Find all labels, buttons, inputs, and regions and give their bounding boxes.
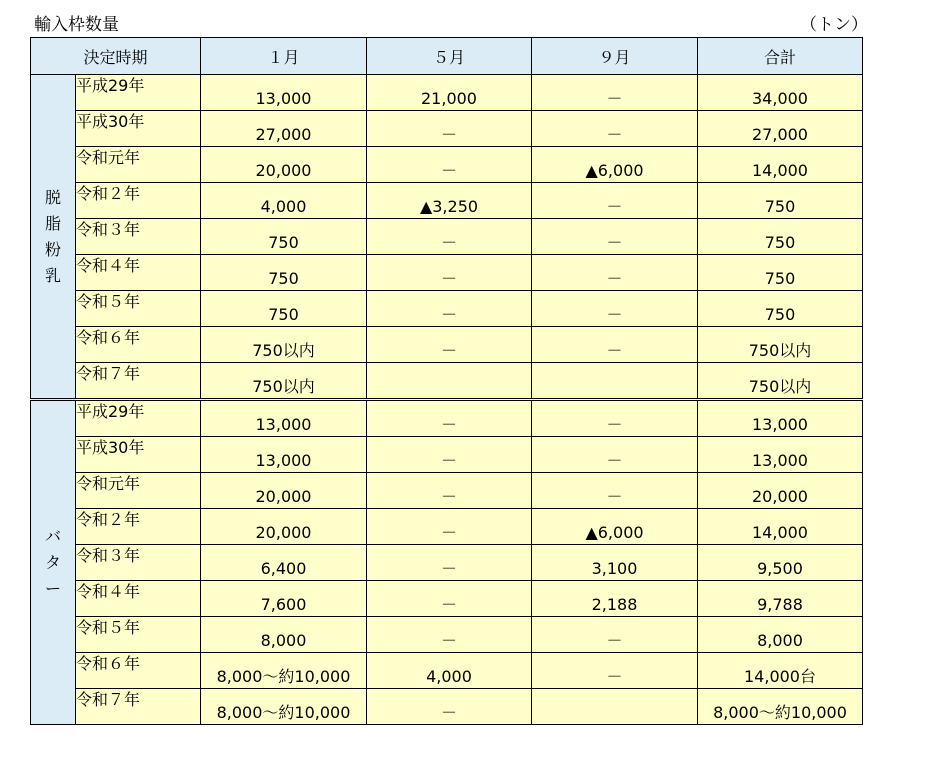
may-cell: － [367, 291, 532, 327]
may-cell: － [367, 111, 532, 147]
may-cell: － [367, 617, 532, 653]
may-cell: － [367, 689, 532, 725]
year-cell: 平成29年 [76, 400, 201, 437]
product-group-char: 脂 [44, 213, 61, 233]
product-group-char: 乳 [44, 265, 61, 285]
may-cell: 21,000 [367, 75, 532, 111]
table-row [31, 147, 863, 183]
total-cell: 8,000 [698, 617, 863, 653]
january-cell: 6,400 [201, 545, 367, 581]
january-cell: 13,000 [201, 400, 367, 437]
total-cell: 13,000 [698, 400, 863, 437]
total-cell: 750 [698, 291, 863, 327]
january-cell: 20,000 [201, 473, 367, 509]
total-cell: 34,000 [698, 75, 863, 111]
september-cell [532, 363, 698, 400]
header-total: 合計 [698, 38, 863, 75]
product-group-char: 粉 [44, 239, 61, 259]
may-cell: － [367, 581, 532, 617]
september-cell: － [532, 473, 698, 509]
september-cell: ▲6,000 [532, 147, 698, 183]
product-group-char: 脱 [44, 187, 61, 207]
september-cell: － [532, 437, 698, 473]
january-cell: 13,000 [201, 437, 367, 473]
september-cell: ▲6,000 [532, 509, 698, 545]
january-cell: 750 [201, 219, 367, 255]
september-cell: － [532, 400, 698, 437]
table-row [31, 291, 863, 327]
may-cell: － [367, 255, 532, 291]
year-cell: 令和元年 [76, 473, 201, 509]
header-row [31, 38, 863, 75]
total-cell: 8,000～約10,000 [698, 689, 863, 725]
january-cell: 750 [201, 291, 367, 327]
year-cell: 令和４年 [76, 255, 201, 291]
table-row [31, 473, 863, 509]
may-cell: － [367, 327, 532, 363]
may-cell: － [367, 147, 532, 183]
table-row [31, 545, 863, 581]
year-cell: 令和２年 [76, 509, 201, 545]
table-row [31, 75, 863, 111]
table-row [31, 219, 863, 255]
year-cell: 令和元年 [76, 147, 201, 183]
product-group-char: ー [44, 578, 61, 598]
september-cell: － [532, 617, 698, 653]
product-group-char: タ [44, 552, 61, 572]
table-row [31, 183, 863, 219]
table-row [31, 400, 863, 437]
table-row [31, 617, 863, 653]
total-cell: 20,000 [698, 473, 863, 509]
january-cell: 13,000 [201, 75, 367, 111]
may-cell: － [367, 437, 532, 473]
may-cell: － [367, 545, 532, 581]
table-title: 輸入枠数量 [34, 15, 119, 35]
may-cell [367, 363, 532, 400]
total-cell: 14,000 [698, 509, 863, 545]
may-cell: － [367, 219, 532, 255]
year-cell: 令和７年 [76, 689, 201, 725]
september-cell: － [532, 291, 698, 327]
may-cell: － [367, 400, 532, 437]
year-cell: 令和６年 [76, 327, 201, 363]
year-cell: 令和２年 [76, 183, 201, 219]
september-cell [532, 689, 698, 725]
total-cell: 750以内 [698, 327, 863, 363]
year-cell: 令和５年 [76, 291, 201, 327]
year-cell: 令和５年 [76, 617, 201, 653]
september-cell: － [532, 327, 698, 363]
january-cell: 20,000 [201, 147, 367, 183]
may-cell: ▲3,250 [367, 183, 532, 219]
product-group-char: バ [44, 526, 61, 546]
year-cell: 令和３年 [76, 545, 201, 581]
total-cell: 750 [698, 255, 863, 291]
table-row [31, 255, 863, 291]
september-cell: 2,188 [532, 581, 698, 617]
product-group-label [31, 75, 76, 400]
header-september: ９月 [532, 38, 698, 75]
total-cell: 13,000 [698, 437, 863, 473]
total-cell: 9,788 [698, 581, 863, 617]
table-row [31, 363, 863, 400]
header-may: ５月 [367, 38, 532, 75]
may-cell: － [367, 473, 532, 509]
total-cell: 9,500 [698, 545, 863, 581]
year-cell: 令和３年 [76, 219, 201, 255]
table-row [31, 653, 863, 689]
import-quota-table [30, 37, 863, 725]
january-cell: 750以内 [201, 363, 367, 400]
table-row [31, 581, 863, 617]
january-cell: 7,600 [201, 581, 367, 617]
january-cell: 8,000 [201, 617, 367, 653]
september-cell: － [532, 219, 698, 255]
table-row [31, 509, 863, 545]
september-cell: － [532, 111, 698, 147]
table-row [31, 111, 863, 147]
year-cell: 令和７年 [76, 363, 201, 400]
total-cell: 27,000 [698, 111, 863, 147]
year-cell: 令和６年 [76, 653, 201, 689]
september-cell: － [532, 75, 698, 111]
total-cell: 750 [698, 183, 863, 219]
september-cell: － [532, 653, 698, 689]
may-cell: 4,000 [367, 653, 532, 689]
year-cell: 平成30年 [76, 437, 201, 473]
total-cell: 750以内 [698, 363, 863, 400]
september-cell: － [532, 255, 698, 291]
table-row [31, 437, 863, 473]
total-cell: 14,000 [698, 147, 863, 183]
year-cell: 平成30年 [76, 111, 201, 147]
total-cell: 750 [698, 219, 863, 255]
year-cell: 平成29年 [76, 75, 201, 111]
table-row [31, 327, 863, 363]
january-cell: 750 [201, 255, 367, 291]
table-row [31, 689, 863, 725]
january-cell: 8,000～約10,000 [201, 653, 367, 689]
header-january: １月 [201, 38, 367, 75]
unit-label: （トン） [800, 15, 868, 35]
january-cell: 4,000 [201, 183, 367, 219]
september-cell: － [532, 183, 698, 219]
total-cell: 14,000台 [698, 653, 863, 689]
january-cell: 20,000 [201, 509, 367, 545]
may-cell: － [367, 509, 532, 545]
header-period: 決定時期 [31, 38, 201, 75]
january-cell: 750以内 [201, 327, 367, 363]
september-cell: 3,100 [532, 545, 698, 581]
january-cell: 8,000～約10,000 [201, 689, 367, 725]
january-cell: 27,000 [201, 111, 367, 147]
year-cell: 令和４年 [76, 581, 201, 617]
product-group-label [31, 400, 76, 725]
